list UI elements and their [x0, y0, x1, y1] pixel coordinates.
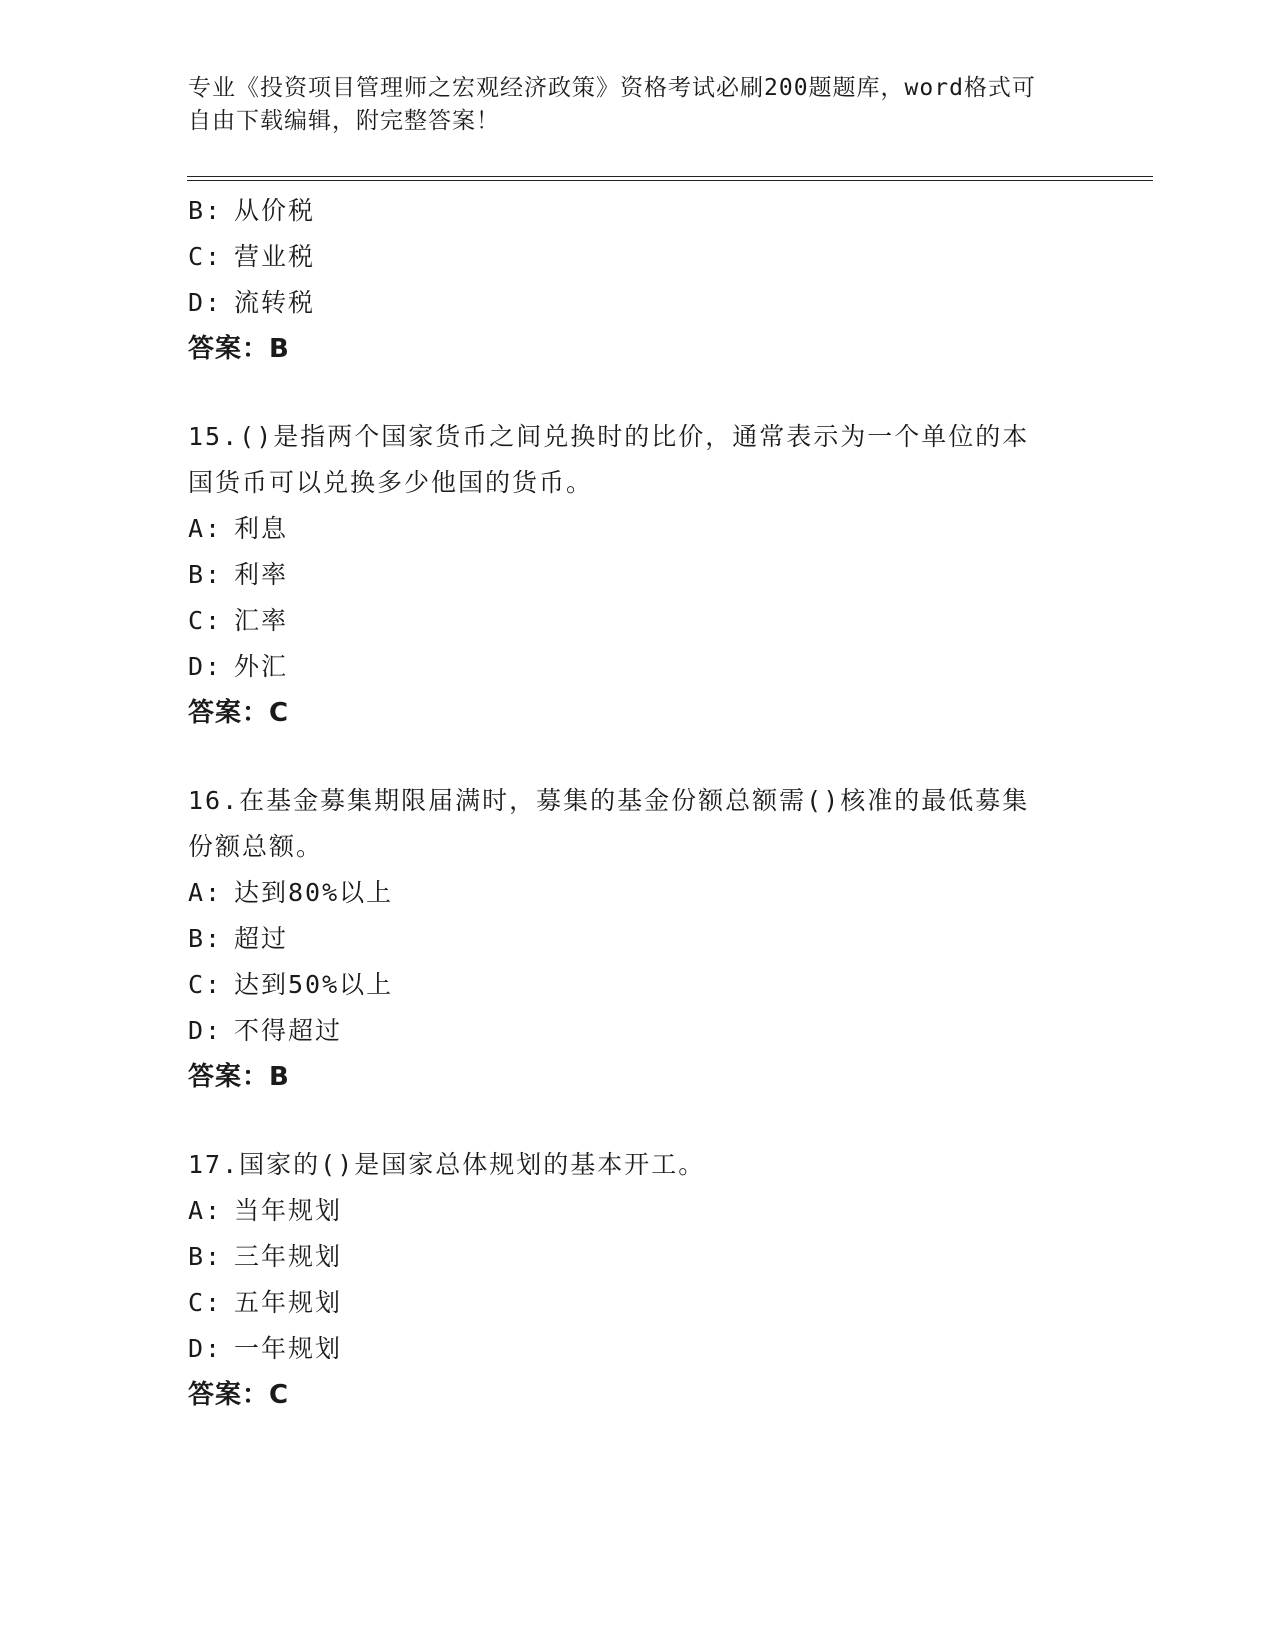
option-b	[188, 916, 1108, 962]
option-letter: D:	[188, 652, 223, 681]
question-stem	[188, 778, 1088, 870]
option-c	[188, 598, 1108, 644]
option-text: 达到80%以上	[234, 878, 394, 907]
option-c	[188, 1280, 1108, 1326]
question-stem	[188, 1142, 1088, 1188]
option-a	[188, 506, 1108, 552]
question-stem-line-2: 份额总额。	[188, 832, 324, 861]
option-d	[188, 644, 1108, 690]
option-letter: C:	[188, 606, 223, 635]
answer-line: 答案：C	[188, 1380, 290, 1410]
option-letter: C:	[188, 242, 223, 271]
option-text: 三年规划	[234, 1242, 343, 1271]
option-letter: A:	[188, 878, 223, 907]
option-text: 外汇	[234, 652, 289, 681]
option-text: 从价税	[234, 196, 316, 225]
question-17	[188, 1142, 1108, 1418]
option-letter: A:	[188, 514, 223, 543]
answer-line: 答案：C	[188, 698, 290, 728]
option-c	[188, 962, 1108, 1008]
option-letter: A:	[188, 1196, 223, 1225]
option-text: 一年规划	[234, 1334, 343, 1363]
header-line-1: 专业《投资项目管理师之宏观经济政策》资格考试必刷200题题库，word格式可	[188, 75, 1036, 101]
option-letter: C:	[188, 1288, 223, 1317]
option-letter: C:	[188, 970, 223, 999]
option-letter: B:	[188, 1242, 223, 1271]
option-letter: D:	[188, 288, 223, 317]
question-stem	[188, 414, 1088, 506]
option-letter: B:	[188, 924, 223, 953]
option-a	[188, 1188, 1108, 1234]
header-line-2: 自由下载编辑，附完整答案！	[188, 108, 500, 134]
carryover-block	[188, 188, 1108, 372]
option-text: 超过	[234, 924, 289, 953]
document-body	[188, 188, 1108, 1418]
answer-line: 答案：B	[188, 1062, 290, 1092]
option-text: 利率	[234, 560, 289, 589]
header-double-rule	[187, 176, 1153, 181]
option-letter: D:	[188, 1016, 223, 1045]
question-15	[188, 414, 1108, 736]
option-text: 达到50%以上	[234, 970, 394, 999]
option-text: 不得超过	[234, 1016, 343, 1045]
option-b	[188, 552, 1108, 598]
option-a	[188, 870, 1108, 916]
question-16	[188, 778, 1108, 1100]
option-b	[188, 1234, 1108, 1280]
question-stem-line-1: 16.在基金募集期限届满时，募集的基金份额总额需()核准的最低募集	[188, 786, 1030, 815]
question-stem-line-2: 国货币可以兑换多少他国的货币。	[188, 468, 594, 497]
option-d	[188, 1326, 1108, 1372]
option-text: 五年规划	[234, 1288, 343, 1317]
option-text: 营业税	[234, 242, 316, 271]
option-b	[188, 188, 1108, 234]
option-text: 汇率	[234, 606, 289, 635]
answer-line: 答案：B	[188, 334, 290, 364]
option-c	[188, 234, 1108, 280]
option-letter: D:	[188, 1334, 223, 1363]
document-header	[188, 72, 1088, 138]
option-letter: B:	[188, 196, 223, 225]
question-stem-line-1: 15.()是指两个国家货币之间兑换时的比价，通常表示为一个单位的本	[188, 422, 1030, 451]
option-letter: B:	[188, 560, 223, 589]
option-text: 当年规划	[234, 1196, 343, 1225]
option-text: 利息	[234, 514, 289, 543]
question-stem-line-1: 17.国家的()是国家总体规划的基本开工。	[188, 1150, 706, 1179]
option-d	[188, 280, 1108, 326]
option-text: 流转税	[234, 288, 316, 317]
option-d	[188, 1008, 1108, 1054]
